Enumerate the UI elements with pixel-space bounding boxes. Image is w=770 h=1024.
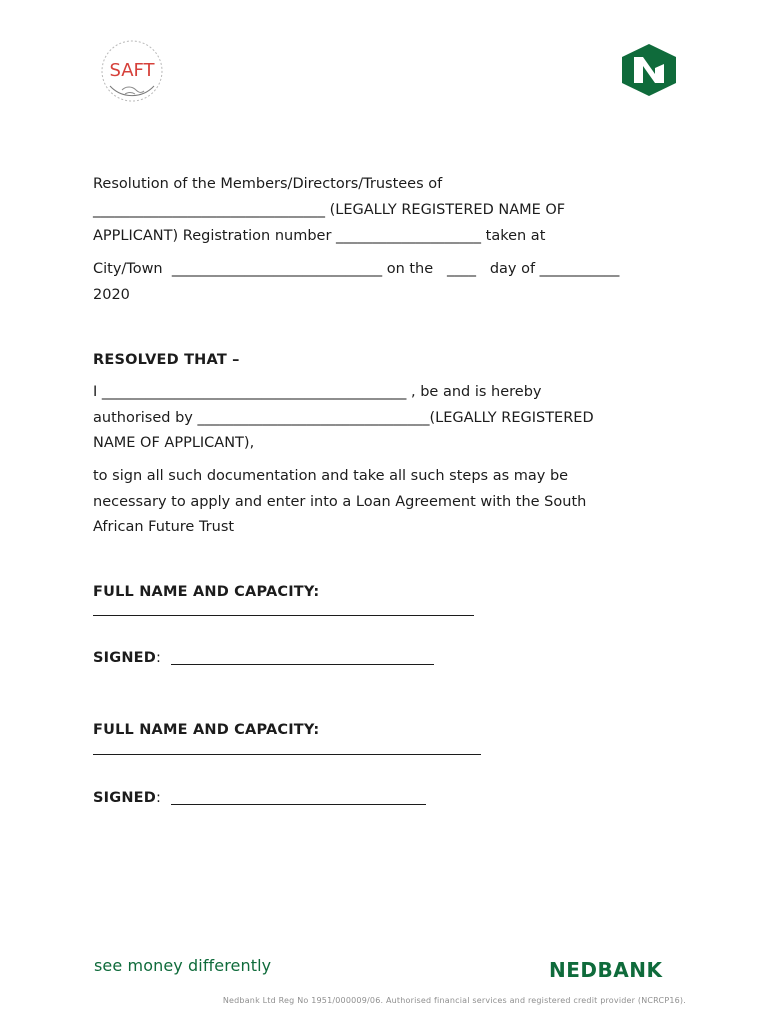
appointee-line: I __________________________________________ , be and is hereby bbox=[93, 384, 542, 400]
resolved-heading: RESOLVED THAT – bbox=[93, 352, 240, 368]
signed-label-1 bbox=[93, 649, 161, 667]
nedbank-emblem-icon bbox=[622, 44, 676, 96]
city-date-line: City/Town _____________________________ on the ____ day of ___________ bbox=[93, 261, 620, 277]
signed-label-2 bbox=[93, 789, 161, 807]
capacity-label-2: FULL NAME AND CAPACITY: bbox=[93, 722, 320, 738]
signed-label-text-2: SIGNED bbox=[93, 790, 157, 806]
signed-colon-1: : bbox=[156, 650, 161, 666]
authorised-by-line: authorised by ________________________________(LEGALLY REGISTERED bbox=[93, 410, 594, 426]
authority-paragraph-line1: to sign all such documentation and take all such steps as may be bbox=[93, 468, 569, 484]
capacity-field-2 bbox=[93, 754, 481, 755]
signed-label-text-1: SIGNED bbox=[93, 650, 157, 666]
footer-tagline: see money differently bbox=[94, 956, 272, 975]
footer-legal-text: Nedbank Ltd Reg No 1951/000009/06. Authorised financial services and registered credit provider (NCRCP16). bbox=[222, 996, 686, 1005]
saft-logo bbox=[98, 38, 168, 104]
nedbank-wordmark: NEDBANK bbox=[549, 958, 663, 982]
signature-field-2 bbox=[171, 804, 426, 805]
applicant-name-line: NAME OF APPLICANT), bbox=[93, 435, 255, 451]
resolution-intro: Resolution of the Members/Directors/Trustees of bbox=[93, 176, 443, 192]
signed-colon-2: : bbox=[156, 790, 161, 806]
year-text: 2020 bbox=[93, 287, 130, 303]
authority-paragraph-line3: African Future Trust bbox=[93, 519, 235, 535]
saft-logo-text: SAFT bbox=[109, 60, 155, 81]
capacity-label-1: FULL NAME AND CAPACITY: bbox=[93, 584, 320, 600]
signature-field-1 bbox=[171, 664, 434, 665]
registration-number-line: APPLICANT) Registration number ____________________ taken at bbox=[93, 228, 546, 244]
legal-name-field-line: ________________________________ (LEGALLY REGISTERED NAME OF bbox=[93, 202, 566, 218]
capacity-field-1 bbox=[93, 615, 474, 616]
authority-paragraph-line2: necessary to apply and enter into a Loan Agreement with the South bbox=[93, 494, 587, 510]
